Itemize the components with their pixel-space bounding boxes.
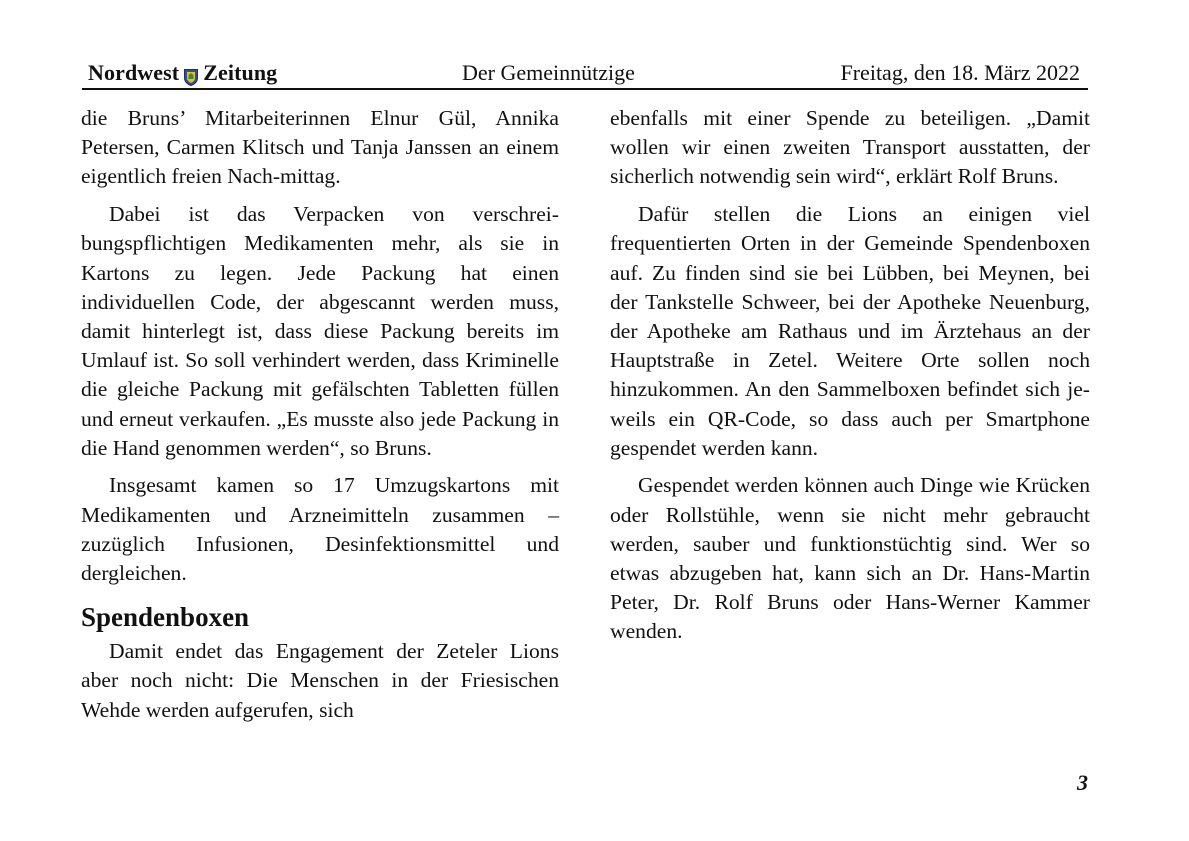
header-rule: [82, 88, 1088, 90]
coat-of-arms-icon: [184, 66, 198, 83]
left-paragraph-3: Insgesamt kamen so 17 Umzugskartons mit Medikamenten und Arzneimitteln zusammen – zuzüglich Infusionen, Desinfektionsmittel und dergleichen.: [81, 473, 559, 586]
right-column: [610, 104, 1090, 655]
issue-date: Freitag, den 18. März 2022: [840, 60, 1080, 85]
page-header: [82, 56, 1088, 92]
left-paragraph-4: Damit endet das Engagement der Zeteler Lions aber noch nicht: Die Menschen in der Friesischen Wehde werden aufgerufen, sich: [81, 639, 559, 722]
brand-name-right: Zeitung: [203, 60, 278, 85]
newspaper-brand: [88, 60, 277, 86]
right-paragraph-2: Dafür stellen die Lions an einigen viel frequentierten Orten in der Gemeinde Spendenboxen auf. Zu finden sind sie bei Lübben, bei Meynen, bei der Tankstelle Schweer, bei der Apotheke Neuenburg, der Apotheke am Rathaus und im Ärztehaus an der Hauptstraße in Zetel. Weitere Orte sollen noch hinzukommen. An den Sammelboxen befindet sich jeweils ein QR-Code, so dass auch per Smartphone gespendet werden kann.: [610, 202, 1090, 460]
publication-title: Der Gemeinnützige: [462, 60, 635, 85]
left-column: [81, 104, 559, 733]
section-heading: Spendenboxen: [81, 602, 250, 633]
left-paragraph-1: die Bruns’ Mitarbeiterinnen Elnur Gül, Annika Petersen, Carmen Klitsch und Tanja Janssen an einem eigentlich freien Nach-mittag.: [81, 106, 559, 189]
page-number: 3: [1077, 770, 1088, 795]
right-paragraph-3: Gespendet werden können auch Dinge wie Krücken oder Rollstühle, wenn sie nicht mehr gebraucht werden, sauber und funktionstüchtig sind. Wer so etwas abzugeben hat, kann sich an Dr. Hans-Martin Peter, Dr. Rolf Bruns oder Hans-Werner Kammer wenden.: [610, 473, 1090, 644]
brand-name-left: Nordwest: [88, 60, 180, 85]
left-paragraph-2: Dabei ist das Verpacken von verschreibungspflichtigen Medikamenten mehr, als sie in Kartons zu legen. Jede Packung hat einen individuellen Code, der abgescannt werden muss, damit hinterlegt ist, dass diese Packung bereits im Umlauf ist. So soll verhindert werden, dass Kriminelle die gleiche Packung mit gefälschten Tabletten füllen und erneut verkaufen. „Es musste also jede Packung in die Hand genommen werden“, so Bruns.: [81, 202, 559, 460]
right-paragraph-1: ebenfalls mit einer Spende zu beteiligen. „Damit wollen wir einen zweiten Transport ausstatten, der sicherlich notwendig sein wird“, erklärt Rolf Bruns.: [610, 106, 1090, 189]
